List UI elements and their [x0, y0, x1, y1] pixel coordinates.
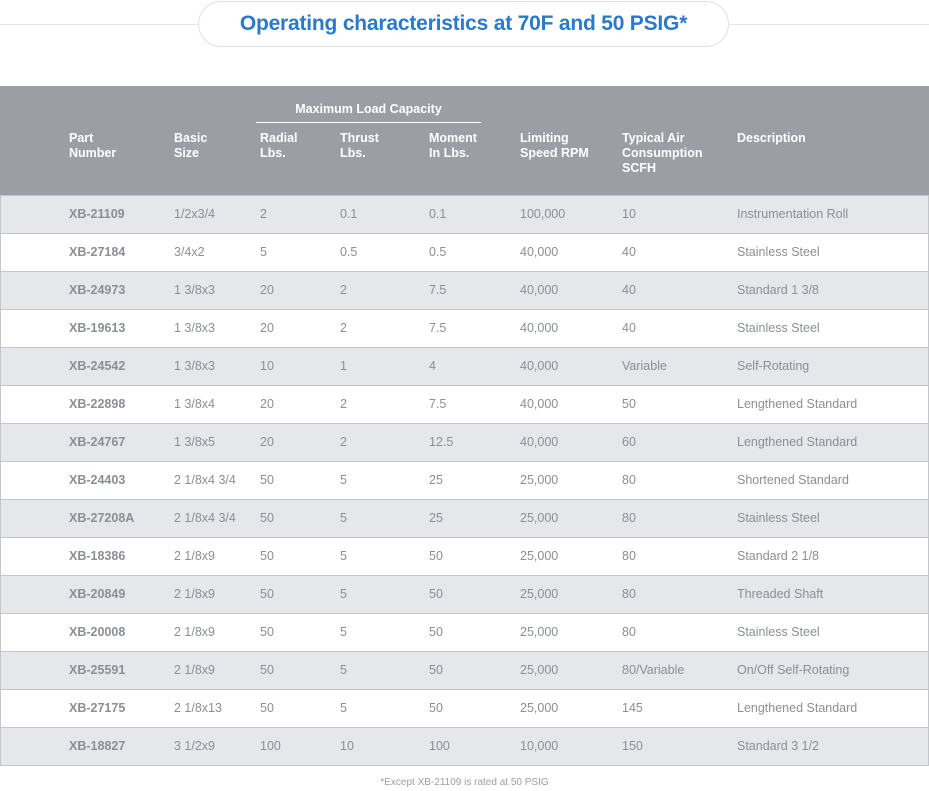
- cell-air-consumption: 40: [622, 321, 636, 335]
- cell-limiting-speed: 25,000: [520, 473, 559, 487]
- cell-moment: 100: [429, 739, 450, 753]
- table-row: [0, 233, 929, 271]
- cell-limiting-speed: 25,000: [520, 625, 559, 639]
- cell-description: Lengthened Standard: [737, 435, 858, 449]
- cell-limiting-speed: 40,000: [520, 245, 559, 259]
- table-body: [0, 195, 929, 766]
- cell-description: Standard 1 3/8: [737, 283, 820, 297]
- cell-radial: 20: [260, 435, 274, 449]
- table-row: [0, 423, 929, 461]
- cell-moment: 12.5: [429, 435, 454, 449]
- cell-thrust: 5: [340, 473, 347, 487]
- table-row: [0, 385, 929, 423]
- header-air-consumption: Typical Air Consumption SCFH: [622, 131, 703, 175]
- cell-basic-size: 2 1/8x9: [174, 587, 216, 601]
- cell-radial: 20: [260, 397, 274, 411]
- cell-limiting-speed: 40,000: [520, 359, 559, 373]
- cell-basic-size: 1/2x3/4: [174, 207, 216, 221]
- cell-description: Standard 3 1/2: [737, 739, 820, 753]
- cell-basic-size: 2 1/8x9: [174, 549, 216, 563]
- cell-limiting-speed: 100,000: [520, 207, 566, 221]
- table-row: [0, 689, 929, 727]
- cell-limiting-speed: 25,000: [520, 701, 559, 715]
- cell-air-consumption: 80: [622, 625, 636, 639]
- cell-description: Self-Rotating: [737, 359, 810, 373]
- header-moment: Moment In Lbs.: [429, 131, 477, 160]
- cell-basic-size: 2 1/8x4 3/4: [174, 511, 236, 525]
- cell-basic-size: 2 1/8x13: [174, 701, 222, 715]
- cell-limiting-speed: 25,000: [520, 587, 559, 601]
- cell-thrust: 0.5: [340, 245, 358, 259]
- cell-air-consumption: 80: [622, 549, 636, 563]
- cell-thrust: 5: [340, 549, 347, 563]
- table-header: [0, 86, 929, 195]
- cell-limiting-speed: 10,000: [520, 739, 559, 753]
- header-description: Description: [737, 131, 806, 145]
- table-row: [0, 537, 929, 575]
- cell-air-consumption: 145: [622, 701, 643, 715]
- cell-part-number: XB-27175: [69, 701, 126, 715]
- cell-air-consumption: 50: [622, 397, 636, 411]
- cell-basic-size: 1 3/8x3: [174, 283, 216, 297]
- header-part-number: Part Number: [69, 131, 117, 160]
- table-row: [0, 727, 929, 766]
- table-row: [0, 613, 929, 651]
- cell-thrust: 1: [340, 359, 347, 373]
- cell-description: Stainless Steel: [737, 511, 820, 525]
- table-row: [0, 309, 929, 347]
- cell-description: Standard 2 1/8: [737, 549, 820, 563]
- cell-air-consumption: 80: [622, 511, 636, 525]
- cell-radial: 50: [260, 701, 274, 715]
- cell-thrust: 2: [340, 435, 347, 449]
- cell-moment: 25: [429, 511, 443, 525]
- table-row: [0, 651, 929, 689]
- cell-limiting-speed: 40,000: [520, 283, 559, 297]
- cell-limiting-speed: 25,000: [520, 511, 559, 525]
- cell-radial: 20: [260, 283, 274, 297]
- cell-part-number: XB-24767: [69, 435, 126, 449]
- cell-basic-size: 1 3/8x4: [174, 397, 216, 411]
- cell-radial: 50: [260, 663, 274, 677]
- cell-thrust: 0.1: [340, 207, 358, 221]
- cell-radial: 50: [260, 625, 274, 639]
- cell-radial: 50: [260, 473, 274, 487]
- table-row: [0, 271, 929, 309]
- cell-thrust: 2: [340, 397, 347, 411]
- cell-description: Stainless Steel: [737, 625, 820, 639]
- cell-radial: 50: [260, 511, 274, 525]
- cell-radial: 20: [260, 321, 274, 335]
- cell-basic-size: 3 1/2x9: [174, 739, 216, 753]
- cell-air-consumption: 10: [622, 207, 636, 221]
- cell-air-consumption: 40: [622, 283, 636, 297]
- cell-basic-size: 2 1/8x9: [174, 625, 216, 639]
- cell-moment: 50: [429, 701, 443, 715]
- cell-description: Lengthened Standard: [737, 701, 858, 715]
- cell-moment: 0.5: [429, 245, 447, 259]
- cell-part-number: XB-24403: [69, 473, 126, 487]
- cell-basic-size: 2 1/8x9: [174, 663, 216, 677]
- cell-thrust: 10: [340, 739, 354, 753]
- cell-part-number: XB-18386: [69, 549, 126, 563]
- cell-moment: 7.5: [429, 397, 447, 411]
- cell-description: Lengthened Standard: [737, 397, 858, 411]
- table-row: [0, 499, 929, 537]
- cell-limiting-speed: 40,000: [520, 321, 559, 335]
- cell-description: Stainless Steel: [737, 245, 820, 259]
- cell-radial: 2: [260, 207, 267, 221]
- table-row: [0, 347, 929, 385]
- cell-moment: 25: [429, 473, 443, 487]
- cell-moment: 50: [429, 549, 443, 563]
- cell-part-number: XB-19613: [69, 321, 126, 335]
- cell-part-number: XB-24973: [69, 283, 126, 297]
- cell-radial: 100: [260, 739, 281, 753]
- cell-limiting-speed: 40,000: [520, 397, 559, 411]
- cell-part-number: XB-27208A: [69, 511, 135, 525]
- header-thrust: Thrust Lbs.: [340, 131, 379, 160]
- cell-part-number: XB-20008: [69, 625, 126, 639]
- table-row: [0, 461, 929, 499]
- cell-description: Instrumentation Roll: [737, 207, 849, 221]
- cell-part-number: XB-21109: [69, 207, 125, 221]
- cell-radial: 5: [260, 245, 267, 259]
- cell-air-consumption: 40: [622, 245, 636, 259]
- cell-description: Threaded Shaft: [737, 587, 824, 601]
- cell-part-number: XB-22898: [69, 397, 126, 411]
- page-title: Operating characteristics at 70F and 50 PSIG*: [239, 12, 688, 35]
- cell-moment: 4: [429, 359, 436, 373]
- cell-limiting-speed: 40,000: [520, 435, 559, 449]
- cell-moment: 7.5: [429, 283, 447, 297]
- cell-description: Stainless Steel: [737, 321, 820, 335]
- title-pill: [198, 1, 729, 47]
- group-header-max-load: Maximum Load Capacity: [295, 102, 442, 116]
- cell-part-number: XB-27184: [69, 245, 126, 259]
- cell-basic-size: 3/4x2: [174, 245, 205, 259]
- cell-part-number: XB-25591: [69, 663, 126, 677]
- cell-air-consumption: 150: [622, 739, 643, 753]
- cell-moment: 50: [429, 625, 443, 639]
- table-left-border: [0, 195, 1, 766]
- cell-thrust: 5: [340, 511, 347, 525]
- characteristics-table: [0, 86, 929, 766]
- cell-part-number: XB-20849: [69, 587, 126, 601]
- cell-moment: 50: [429, 663, 443, 677]
- cell-thrust: 5: [340, 587, 347, 601]
- cell-basic-size: 1 3/8x5: [174, 435, 216, 449]
- cell-air-consumption: 80: [622, 473, 636, 487]
- cell-radial: 10: [260, 359, 274, 373]
- group-header-rule: [256, 122, 481, 123]
- cell-thrust: 5: [340, 625, 347, 639]
- cell-thrust: 2: [340, 321, 347, 335]
- table-row: [0, 195, 929, 233]
- footnote: *Except XB-21109 is rated at 50 PSIG: [380, 777, 549, 788]
- cell-air-consumption: Variable: [622, 359, 667, 373]
- cell-moment: 7.5: [429, 321, 447, 335]
- header-basic-size: Basic Size: [174, 131, 208, 160]
- cell-part-number: XB-24542: [69, 359, 126, 373]
- cell-radial: 50: [260, 549, 274, 563]
- cell-air-consumption: 80/Variable: [622, 663, 685, 677]
- cell-thrust: 5: [340, 701, 347, 715]
- cell-limiting-speed: 25,000: [520, 549, 559, 563]
- cell-description: On/Off Self-Rotating: [737, 663, 850, 677]
- cell-air-consumption: 80: [622, 587, 636, 601]
- cell-part-number: XB-18827: [69, 739, 126, 753]
- cell-thrust: 2: [340, 283, 347, 297]
- cell-basic-size: 1 3/8x3: [174, 321, 216, 335]
- cell-description: Shortened Standard: [737, 473, 849, 487]
- table-row: [0, 575, 929, 613]
- cell-moment: 0.1: [429, 207, 447, 221]
- cell-thrust: 5: [340, 663, 347, 677]
- header-limiting-speed: Limiting Speed RPM: [520, 131, 589, 160]
- cell-limiting-speed: 25,000: [520, 663, 559, 677]
- cell-basic-size: 2 1/8x4 3/4: [174, 473, 236, 487]
- cell-radial: 50: [260, 587, 274, 601]
- header-radial: Radial Lbs.: [260, 131, 298, 160]
- cell-air-consumption: 60: [622, 435, 636, 449]
- cell-moment: 50: [429, 587, 443, 601]
- cell-basic-size: 1 3/8x3: [174, 359, 216, 373]
